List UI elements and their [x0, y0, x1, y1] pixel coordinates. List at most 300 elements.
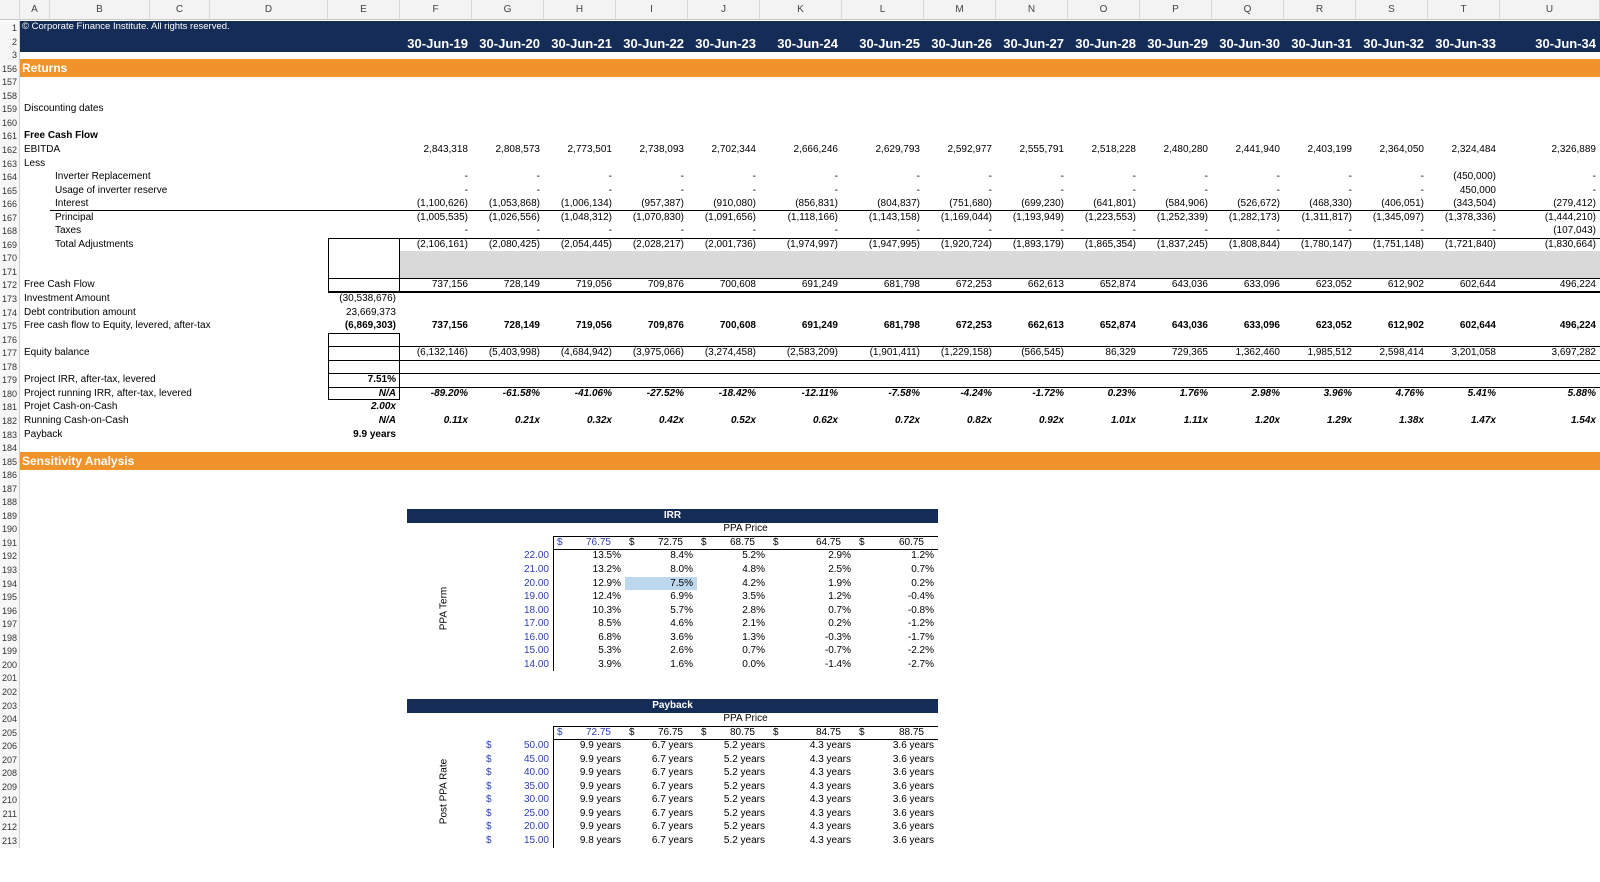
- column-header-c[interactable]: C: [150, 0, 210, 20]
- value-cell[interactable]: -: [1132, 184, 1136, 196]
- payback-table-value-cell[interactable]: 9.9 years: [579, 753, 621, 765]
- row-header[interactable]: 183: [0, 428, 20, 442]
- value-cell[interactable]: 700,608: [719, 279, 756, 291]
- value-cell[interactable]: 2,629,793: [875, 143, 920, 155]
- value-cell[interactable]: 450,000: [1459, 184, 1496, 196]
- value-cell[interactable]: (1,974,997): [786, 238, 838, 250]
- irr-table-value-cell[interactable]: 0.2%: [828, 618, 851, 630]
- value-cell[interactable]: 737,156: [431, 320, 468, 332]
- row-header[interactable]: 208: [0, 766, 20, 780]
- value-cell[interactable]: (3,274,458): [704, 347, 756, 359]
- column-header-o[interactable]: O: [1068, 0, 1140, 20]
- column-header-j[interactable]: J: [688, 0, 760, 20]
- value-cell[interactable]: -: [916, 171, 920, 183]
- row-header[interactable]: 195: [0, 590, 20, 604]
- value-cell[interactable]: (1,169,044): [940, 211, 992, 223]
- payback-table-value-cell[interactable]: 5.2 years: [723, 835, 765, 846]
- value-cell[interactable]: (1,229,158): [940, 347, 992, 359]
- value-cell[interactable]: (5,403,998): [488, 347, 540, 359]
- column-header-q[interactable]: Q: [1212, 0, 1284, 20]
- value-cell[interactable]: 737,156: [431, 279, 468, 291]
- irr-table-value-cell[interactable]: 2.5%: [828, 564, 851, 575]
- irr-table-value-cell[interactable]: 12.9%: [592, 577, 621, 589]
- value-cell[interactable]: 709,876: [647, 279, 684, 291]
- value-cell[interactable]: (1,026,556): [488, 211, 540, 223]
- value-cell[interactable]: 496,224: [1559, 320, 1596, 332]
- value-cell[interactable]: (910,080): [713, 198, 756, 210]
- value-cell[interactable]: 1.54x: [1570, 414, 1596, 426]
- irr-table-value-cell[interactable]: 6.8%: [598, 631, 621, 643]
- payback-table-row-key[interactable]: 25.00: [523, 807, 549, 819]
- payback-table-value-cell[interactable]: 4.3 years: [809, 753, 851, 765]
- value-cell[interactable]: 2,738,093: [639, 143, 684, 155]
- row-header[interactable]: 160: [0, 116, 20, 130]
- row-header[interactable]: 199: [0, 644, 20, 658]
- value-cell[interactable]: -: [608, 184, 612, 196]
- irr-table-col-header[interactable]: 64.75: [815, 536, 841, 548]
- row-header[interactable]: 3: [0, 48, 20, 62]
- row-header[interactable]: 209: [0, 780, 20, 794]
- payback-table-value-cell[interactable]: 3.6 years: [892, 780, 934, 792]
- column-header-f[interactable]: F: [400, 0, 472, 20]
- irr-table-value-cell[interactable]: 0.7%: [742, 645, 765, 657]
- value-cell[interactable]: (2,054,445): [560, 238, 612, 250]
- value-cell[interactable]: -4.24%: [960, 387, 992, 399]
- value-cell[interactable]: (406,051): [1381, 198, 1424, 210]
- value-cell[interactable]: 496,224: [1559, 279, 1596, 291]
- value-cell[interactable]: (1,920,724): [940, 238, 992, 250]
- value-cell[interactable]: 623,052: [1315, 279, 1352, 291]
- value-cell[interactable]: -18.42%: [718, 387, 756, 399]
- value-cell[interactable]: 2,808,573: [495, 143, 540, 155]
- payback-table-value-cell[interactable]: 5.2 years: [723, 767, 765, 779]
- irr-table-value-cell[interactable]: 0.2%: [911, 577, 934, 589]
- row-header[interactable]: 157: [0, 75, 20, 89]
- irr-table-value-cell[interactable]: 0.7%: [911, 564, 934, 575]
- value-cell[interactable]: -: [988, 225, 992, 237]
- irr-table-value-cell[interactable]: 3.5%: [742, 591, 765, 603]
- payback-table-value-cell[interactable]: 6.7 years: [651, 740, 693, 752]
- input-value-cell[interactable]: 23,669,373: [345, 306, 396, 318]
- column-header-g[interactable]: G: [472, 0, 544, 20]
- irr-table-value-cell[interactable]: -1.7%: [907, 631, 934, 643]
- value-cell[interactable]: 0.52x: [730, 414, 756, 426]
- value-cell[interactable]: 2,773,501: [567, 143, 612, 155]
- row-header[interactable]: 210: [0, 793, 20, 807]
- irr-table-value-cell[interactable]: 3.6%: [670, 631, 693, 643]
- row-header[interactable]: 163: [0, 157, 20, 171]
- payback-table-col-header[interactable]: 88.75: [898, 726, 924, 738]
- value-cell[interactable]: 719,056: [575, 279, 612, 291]
- value-cell[interactable]: 662,613: [1027, 320, 1064, 332]
- value-cell[interactable]: (1,223,553): [1084, 211, 1136, 223]
- column-header-e[interactable]: E: [328, 0, 400, 20]
- value-cell[interactable]: (107,043): [1553, 225, 1596, 237]
- value-cell[interactable]: 5.88%: [1567, 387, 1596, 399]
- value-cell[interactable]: 602,644: [1459, 279, 1496, 291]
- value-cell[interactable]: 3.96%: [1323, 387, 1352, 399]
- value-cell[interactable]: 681,798: [883, 279, 920, 291]
- value-cell[interactable]: -: [752, 184, 756, 196]
- irr-table-value-cell[interactable]: 4.8%: [742, 564, 765, 575]
- value-cell[interactable]: 728,149: [503, 320, 540, 332]
- value-cell[interactable]: 3,697,282: [1551, 347, 1596, 359]
- row-header[interactable]: 1: [0, 21, 20, 35]
- row-header[interactable]: 164: [0, 170, 20, 184]
- value-cell[interactable]: -: [834, 225, 838, 237]
- value-cell[interactable]: -: [1348, 171, 1352, 183]
- payback-table-col-header[interactable]: 84.75: [815, 726, 841, 738]
- value-cell[interactable]: 662,613: [1027, 279, 1064, 291]
- irr-table-row-key[interactable]: 16.00: [523, 631, 549, 643]
- value-cell[interactable]: 2,480,280: [1163, 143, 1208, 155]
- value-cell[interactable]: -7.58%: [888, 387, 920, 399]
- value-cell[interactable]: 1.29x: [1326, 414, 1352, 426]
- irr-table-value-cell[interactable]: 5.7%: [670, 604, 693, 616]
- value-cell[interactable]: -: [988, 171, 992, 183]
- value-cell[interactable]: 681,798: [883, 320, 920, 332]
- value-cell[interactable]: 2,598,414: [1379, 347, 1424, 359]
- row-header[interactable]: 211: [0, 807, 20, 821]
- value-cell[interactable]: 1.20x: [1254, 414, 1280, 426]
- irr-table-value-cell[interactable]: -0.8%: [907, 604, 934, 616]
- row-header[interactable]: 159: [0, 102, 20, 116]
- value-cell[interactable]: (1,901,411): [869, 347, 920, 359]
- value-cell[interactable]: 2,441,940: [1235, 143, 1280, 155]
- row-header[interactable]: 191: [0, 536, 20, 550]
- value-cell[interactable]: 691,249: [801, 279, 838, 291]
- payback-table-col-header[interactable]: 80.75: [729, 726, 755, 738]
- value-cell[interactable]: 1,362,460: [1235, 347, 1280, 359]
- row-header[interactable]: 172: [0, 278, 20, 292]
- value-cell[interactable]: 2,843,318: [423, 143, 468, 155]
- input-value-cell[interactable]: (6,869,303): [344, 320, 396, 332]
- input-value-cell[interactable]: (30,538,676): [339, 293, 396, 304]
- row-header[interactable]: 158: [0, 89, 20, 103]
- value-cell[interactable]: (1,048,312): [560, 211, 612, 223]
- column-header-p[interactable]: P: [1140, 0, 1212, 20]
- row-header[interactable]: 202: [0, 685, 20, 699]
- value-cell[interactable]: (566,545): [1021, 347, 1064, 359]
- value-cell[interactable]: (856,831): [795, 198, 838, 210]
- value-cell[interactable]: -: [1060, 184, 1064, 196]
- payback-table-row-key[interactable]: 15.00: [523, 835, 549, 846]
- payback-table-value-cell[interactable]: 6.7 years: [651, 780, 693, 792]
- row-header[interactable]: 167: [0, 211, 20, 225]
- value-cell[interactable]: (1,780,147): [1300, 238, 1352, 250]
- irr-table-value-cell[interactable]: -0.3%: [824, 631, 851, 643]
- value-cell[interactable]: -: [1348, 225, 1352, 237]
- value-cell[interactable]: (2,028,217): [632, 238, 684, 250]
- value-cell[interactable]: (2,106,161): [416, 238, 468, 250]
- value-cell[interactable]: 2,364,050: [1379, 143, 1424, 155]
- irr-table-col-header[interactable]: 72.75: [657, 536, 683, 548]
- payback-table-value-cell[interactable]: 4.3 years: [809, 794, 851, 806]
- row-header[interactable]: 196: [0, 604, 20, 618]
- row-header[interactable]: 194: [0, 577, 20, 591]
- value-cell[interactable]: (1,006,134): [560, 198, 612, 210]
- value-cell[interactable]: (804,837): [877, 198, 920, 210]
- payback-table-value-cell[interactable]: 5.2 years: [723, 740, 765, 752]
- row-header[interactable]: 161: [0, 129, 20, 143]
- value-cell[interactable]: -: [680, 171, 684, 183]
- value-cell[interactable]: 1.76%: [1179, 387, 1208, 399]
- value-cell[interactable]: -: [1276, 225, 1280, 237]
- irr-table-row-key[interactable]: 19.00: [523, 591, 549, 603]
- irr-table-value-cell[interactable]: 2.8%: [742, 604, 765, 616]
- payback-table-value-cell[interactable]: 9.9 years: [579, 767, 621, 779]
- row-header[interactable]: 156: [0, 62, 20, 76]
- value-cell[interactable]: (1,311,817): [1301, 211, 1352, 223]
- value-cell[interactable]: -: [1276, 171, 1280, 183]
- irr-table-value-cell[interactable]: 13.5%: [592, 550, 621, 562]
- irr-table-value-cell[interactable]: 13.2%: [592, 564, 621, 575]
- value-cell[interactable]: -: [1060, 171, 1064, 183]
- row-header[interactable]: 179: [0, 373, 20, 387]
- column-header-b[interactable]: B: [50, 0, 150, 20]
- value-cell[interactable]: -: [536, 225, 540, 237]
- irr-table-row-key[interactable]: 18.00: [523, 604, 549, 616]
- value-cell[interactable]: (6,132,146): [416, 347, 468, 359]
- payback-table-value-cell[interactable]: 6.7 years: [651, 807, 693, 819]
- row-header[interactable]: 190: [0, 522, 20, 536]
- irr-table-row-key[interactable]: 20.00: [523, 577, 549, 589]
- value-cell[interactable]: -: [536, 171, 540, 183]
- payback-table-value-cell[interactable]: 6.7 years: [651, 835, 693, 846]
- irr-table-value-cell[interactable]: 10.3%: [592, 604, 621, 616]
- value-cell[interactable]: (2,583,209): [786, 347, 838, 359]
- column-header-h[interactable]: H: [544, 0, 616, 20]
- value-cell[interactable]: (641,801): [1093, 198, 1136, 210]
- value-cell[interactable]: (699,230): [1021, 198, 1064, 210]
- row-header[interactable]: 2: [0, 35, 20, 49]
- irr-table-value-cell[interactable]: 4.2%: [742, 577, 765, 589]
- row-header[interactable]: 205: [0, 726, 20, 740]
- payback-table-value-cell[interactable]: 5.2 years: [723, 807, 765, 819]
- value-cell[interactable]: (1,005,535): [416, 211, 468, 223]
- value-cell[interactable]: 709,876: [647, 320, 684, 332]
- payback-table-col-header[interactable]: 72.75: [585, 726, 611, 738]
- row-header[interactable]: 175: [0, 319, 20, 333]
- value-cell[interactable]: 0.62x: [812, 414, 838, 426]
- value-cell[interactable]: (3,975,066): [632, 347, 684, 359]
- irr-table-value-cell[interactable]: 8.0%: [670, 564, 693, 575]
- value-cell[interactable]: 2,324,484: [1451, 143, 1496, 155]
- irr-table-value-cell[interactable]: 0.7%: [828, 604, 851, 616]
- irr-table-row-key[interactable]: 14.00: [523, 658, 549, 670]
- column-header-n[interactable]: N: [996, 0, 1068, 20]
- value-cell[interactable]: (1,837,245): [1156, 238, 1208, 250]
- value-cell[interactable]: -: [464, 225, 468, 237]
- value-cell[interactable]: 672,253: [955, 279, 992, 291]
- payback-table-value-cell[interactable]: 9.9 years: [579, 821, 621, 833]
- payback-table-col-header[interactable]: 76.75: [657, 726, 683, 738]
- value-cell[interactable]: -: [1276, 184, 1280, 196]
- value-cell[interactable]: (957,387): [641, 198, 684, 210]
- value-cell[interactable]: -27.52%: [646, 387, 684, 399]
- payback-table-value-cell[interactable]: 4.3 years: [809, 780, 851, 792]
- value-cell[interactable]: (1,444,210): [1544, 211, 1596, 223]
- value-cell[interactable]: 672,253: [955, 320, 992, 332]
- irr-table-value-cell[interactable]: 4.6%: [670, 618, 693, 630]
- value-cell[interactable]: 691,249: [801, 320, 838, 332]
- value-cell[interactable]: -: [1204, 171, 1208, 183]
- irr-table-value-cell[interactable]: 1.2%: [828, 591, 851, 603]
- irr-table-value-cell[interactable]: -1.4%: [824, 658, 851, 670]
- row-header[interactable]: 169: [0, 238, 20, 252]
- row-header[interactable]: 198: [0, 631, 20, 645]
- payback-table-value-cell[interactable]: 3.6 years: [892, 821, 934, 833]
- irr-table-row-key[interactable]: 22.00: [523, 550, 549, 562]
- payback-table-value-cell[interactable]: 3.6 years: [892, 807, 934, 819]
- row-header[interactable]: 165: [0, 184, 20, 198]
- row-header[interactable]: 185: [0, 455, 20, 469]
- column-header-d[interactable]: D: [210, 0, 328, 20]
- row-header[interactable]: 174: [0, 306, 20, 320]
- value-cell[interactable]: 5.41%: [1467, 387, 1496, 399]
- value-cell[interactable]: 700,608: [719, 320, 756, 332]
- irr-table-value-cell[interactable]: -0.7%: [824, 645, 851, 657]
- row-header[interactable]: 171: [0, 265, 20, 279]
- row-header[interactable]: 200: [0, 658, 20, 672]
- row-header[interactable]: 201: [0, 671, 20, 685]
- row-header[interactable]: 189: [0, 509, 20, 523]
- row-header[interactable]: 187: [0, 482, 20, 496]
- payback-table-value-cell[interactable]: 9.8 years: [579, 835, 621, 846]
- value-cell[interactable]: -: [1420, 184, 1424, 196]
- value-cell[interactable]: 643,036: [1171, 320, 1208, 332]
- value-cell[interactable]: -: [1132, 225, 1136, 237]
- value-cell[interactable]: (1,118,166): [787, 211, 838, 223]
- value-cell[interactable]: (1,865,354): [1084, 238, 1136, 250]
- value-cell[interactable]: -: [1204, 184, 1208, 196]
- value-cell[interactable]: -: [834, 184, 838, 196]
- value-cell[interactable]: 602,644: [1459, 320, 1496, 332]
- value-cell[interactable]: 652,874: [1099, 320, 1136, 332]
- value-cell[interactable]: (751,680): [949, 198, 992, 210]
- value-cell[interactable]: 0.92x: [1038, 414, 1064, 426]
- value-cell[interactable]: 0.72x: [894, 414, 920, 426]
- value-cell[interactable]: 2,702,344: [711, 143, 756, 155]
- payback-table-value-cell[interactable]: 9.9 years: [579, 740, 621, 752]
- value-cell[interactable]: -: [752, 225, 756, 237]
- value-cell[interactable]: 2,592,977: [947, 143, 992, 155]
- column-header-l[interactable]: L: [842, 0, 924, 20]
- value-cell[interactable]: (279,412): [1553, 198, 1596, 210]
- payback-table-value-cell[interactable]: 3.6 years: [892, 794, 934, 806]
- value-cell[interactable]: (450,000): [1453, 171, 1496, 183]
- column-header-a[interactable]: A: [20, 0, 50, 20]
- value-cell[interactable]: -: [834, 171, 838, 183]
- row-header[interactable]: 176: [0, 333, 20, 347]
- payback-table-value-cell[interactable]: 4.3 years: [809, 767, 851, 779]
- value-cell[interactable]: -: [1348, 184, 1352, 196]
- column-header-i[interactable]: I: [616, 0, 688, 20]
- irr-table-value-cell[interactable]: 0.0%: [742, 658, 765, 670]
- payback-table-value-cell[interactable]: 4.3 years: [809, 740, 851, 752]
- row-header[interactable]: 162: [0, 143, 20, 157]
- value-cell[interactable]: (1,091,656): [704, 211, 756, 223]
- value-cell[interactable]: -: [608, 171, 612, 183]
- value-cell[interactable]: 633,096: [1243, 279, 1280, 291]
- value-cell[interactable]: -: [916, 184, 920, 196]
- select-all-corner[interactable]: [0, 0, 20, 20]
- payback-table-value-cell[interactable]: 4.3 years: [809, 821, 851, 833]
- row-header[interactable]: 182: [0, 414, 20, 428]
- row-header[interactable]: 193: [0, 563, 20, 577]
- row-header[interactable]: 212: [0, 820, 20, 834]
- irr-table-value-cell[interactable]: 7.5%: [670, 577, 693, 589]
- value-cell[interactable]: 652,874: [1099, 279, 1136, 291]
- irr-table-col-header[interactable]: 76.75: [585, 536, 611, 548]
- irr-table-value-cell[interactable]: 1.3%: [742, 631, 765, 643]
- value-cell[interactable]: 633,096: [1243, 320, 1280, 332]
- value-cell[interactable]: 0.21x: [514, 414, 540, 426]
- value-cell[interactable]: 2.98%: [1251, 387, 1280, 399]
- irr-table-value-cell[interactable]: 5.3%: [598, 645, 621, 657]
- row-header[interactable]: 206: [0, 739, 20, 753]
- value-cell[interactable]: 1.11x: [1183, 414, 1208, 426]
- value-cell[interactable]: -: [536, 184, 540, 196]
- value-cell[interactable]: (526,672): [1237, 198, 1280, 210]
- irr-table-value-cell[interactable]: 1.2%: [911, 550, 934, 562]
- value-cell[interactable]: (1,193,949): [1012, 211, 1064, 223]
- value-cell[interactable]: -: [464, 184, 468, 196]
- value-cell[interactable]: (1,345,097): [1372, 211, 1424, 223]
- payback-table-value-cell[interactable]: 9.9 years: [579, 780, 621, 792]
- value-cell[interactable]: (1,830,664): [1544, 238, 1596, 250]
- value-cell[interactable]: 3,201,058: [1451, 347, 1496, 359]
- irr-table-value-cell[interactable]: 8.5%: [598, 618, 621, 630]
- value-cell[interactable]: -1.72%: [1032, 387, 1064, 399]
- value-cell[interactable]: -61.58%: [502, 387, 540, 399]
- value-cell[interactable]: (1,947,995): [868, 238, 920, 250]
- value-cell[interactable]: -12.11%: [801, 387, 838, 399]
- input-value-cell[interactable]: 9.9 years: [353, 428, 396, 440]
- column-header-r[interactable]: R: [1284, 0, 1356, 20]
- irr-table-value-cell[interactable]: 1.9%: [828, 577, 851, 589]
- value-cell[interactable]: 612,902: [1387, 279, 1424, 291]
- irr-table-value-cell[interactable]: 3.9%: [598, 658, 621, 670]
- row-header[interactable]: 197: [0, 617, 20, 631]
- payback-table-row-key[interactable]: 50.00: [523, 740, 549, 752]
- payback-table-row-key[interactable]: 20.00: [523, 821, 549, 833]
- row-header[interactable]: 166: [0, 197, 20, 211]
- value-cell[interactable]: (1,808,844): [1228, 238, 1280, 250]
- irr-table-value-cell[interactable]: -2.2%: [907, 645, 934, 657]
- value-cell[interactable]: 1.38x: [1398, 414, 1424, 426]
- value-cell[interactable]: -: [1592, 184, 1596, 196]
- payback-table-value-cell[interactable]: 6.7 years: [651, 753, 693, 765]
- value-cell[interactable]: -89.20%: [430, 387, 468, 399]
- value-cell[interactable]: 2,403,199: [1307, 143, 1352, 155]
- value-cell[interactable]: (343,504): [1453, 198, 1496, 210]
- row-header[interactable]: 178: [0, 360, 20, 374]
- value-cell[interactable]: -: [1132, 171, 1136, 183]
- row-header[interactable]: 186: [0, 468, 20, 482]
- value-cell[interactable]: (1,721,840): [1444, 238, 1496, 250]
- payback-table-value-cell[interactable]: 6.7 years: [651, 794, 693, 806]
- payback-table-value-cell[interactable]: 6.7 years: [651, 767, 693, 779]
- value-cell[interactable]: (584,906): [1165, 198, 1208, 210]
- value-cell[interactable]: -: [752, 171, 756, 183]
- value-cell[interactable]: (1,143,158): [868, 211, 920, 223]
- irr-table-value-cell[interactable]: 5.2%: [742, 550, 765, 562]
- value-cell[interactable]: -: [464, 171, 468, 183]
- row-header[interactable]: 188: [0, 495, 20, 509]
- irr-table-value-cell[interactable]: -0.4%: [907, 591, 934, 603]
- value-cell[interactable]: 0.11x: [443, 414, 468, 426]
